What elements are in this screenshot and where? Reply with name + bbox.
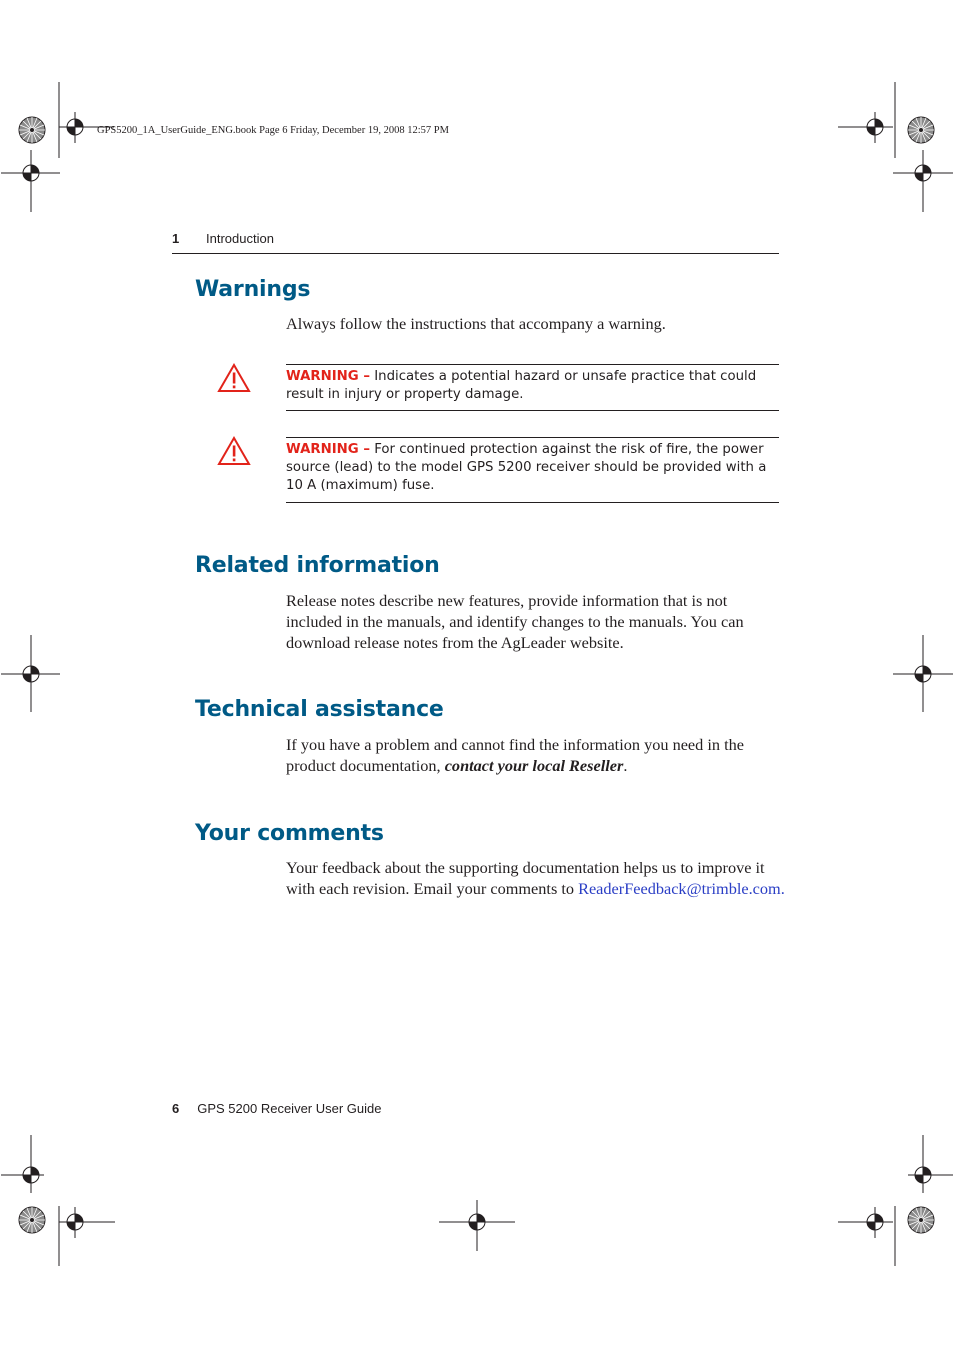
running-header — [172, 231, 779, 254]
warning-label: WARNING – — [286, 442, 370, 457]
page-footer — [172, 1101, 382, 1116]
technical-assistance-text — [286, 734, 781, 776]
contact-reseller-link[interactable]: contact your local Reseller — [444, 756, 624, 775]
technical-text-after: . — [623, 756, 628, 775]
warning-triangle-icon — [217, 363, 251, 393]
document-title: GPS 5200 Receiver User Guide — [197, 1101, 382, 1116]
warning-box-2 — [286, 437, 779, 503]
page-number: 6 — [172, 1101, 180, 1116]
comments-text: Your feedback about the supporting documentation helps us to improve it with each revision. Email your comments to — [286, 858, 765, 898]
related-information-text: Release notes describe new features, provide information that is not included in the manuals, and identify changes to the manuals. You can download release notes from the AgLeader website. — [286, 591, 744, 652]
technical-assistance-heading: Technical assistance — [195, 697, 444, 722]
your-comments-text — [286, 857, 786, 899]
warnings-intro: Always follow the instructions that accompany a warning. — [286, 314, 666, 333]
email-link[interactable]: ReaderFeedback@trimble.com. — [578, 879, 785, 898]
warning-text: Indicates a potential hazard or unsafe practice that could result in injury or property damage. — [286, 369, 757, 402]
warning-text: For continued protection against the risk of fire, the power source (lead) to the model GPS 5200 receiver should be provided with a 10 A (maximum) fuse. — [286, 442, 767, 493]
chapter-title: Introduction — [206, 231, 274, 246]
your-comments-heading: Your comments — [195, 821, 384, 846]
file-slug: GPS5200_1A_UserGuide_ENG.book Page 6 Friday, December 19, 2008 12:57 PM — [97, 125, 449, 136]
warning-triangle-icon — [217, 436, 251, 466]
warnings-heading: Warnings — [195, 277, 311, 302]
chapter-number: 1 — [172, 231, 180, 246]
warning-label: WARNING – — [286, 369, 370, 384]
technical-text-before: If you have a problem and cannot find the information you need in the product documentation, — [286, 735, 744, 775]
warning-box-1 — [286, 364, 779, 411]
related-information-heading: Related information — [195, 553, 440, 578]
